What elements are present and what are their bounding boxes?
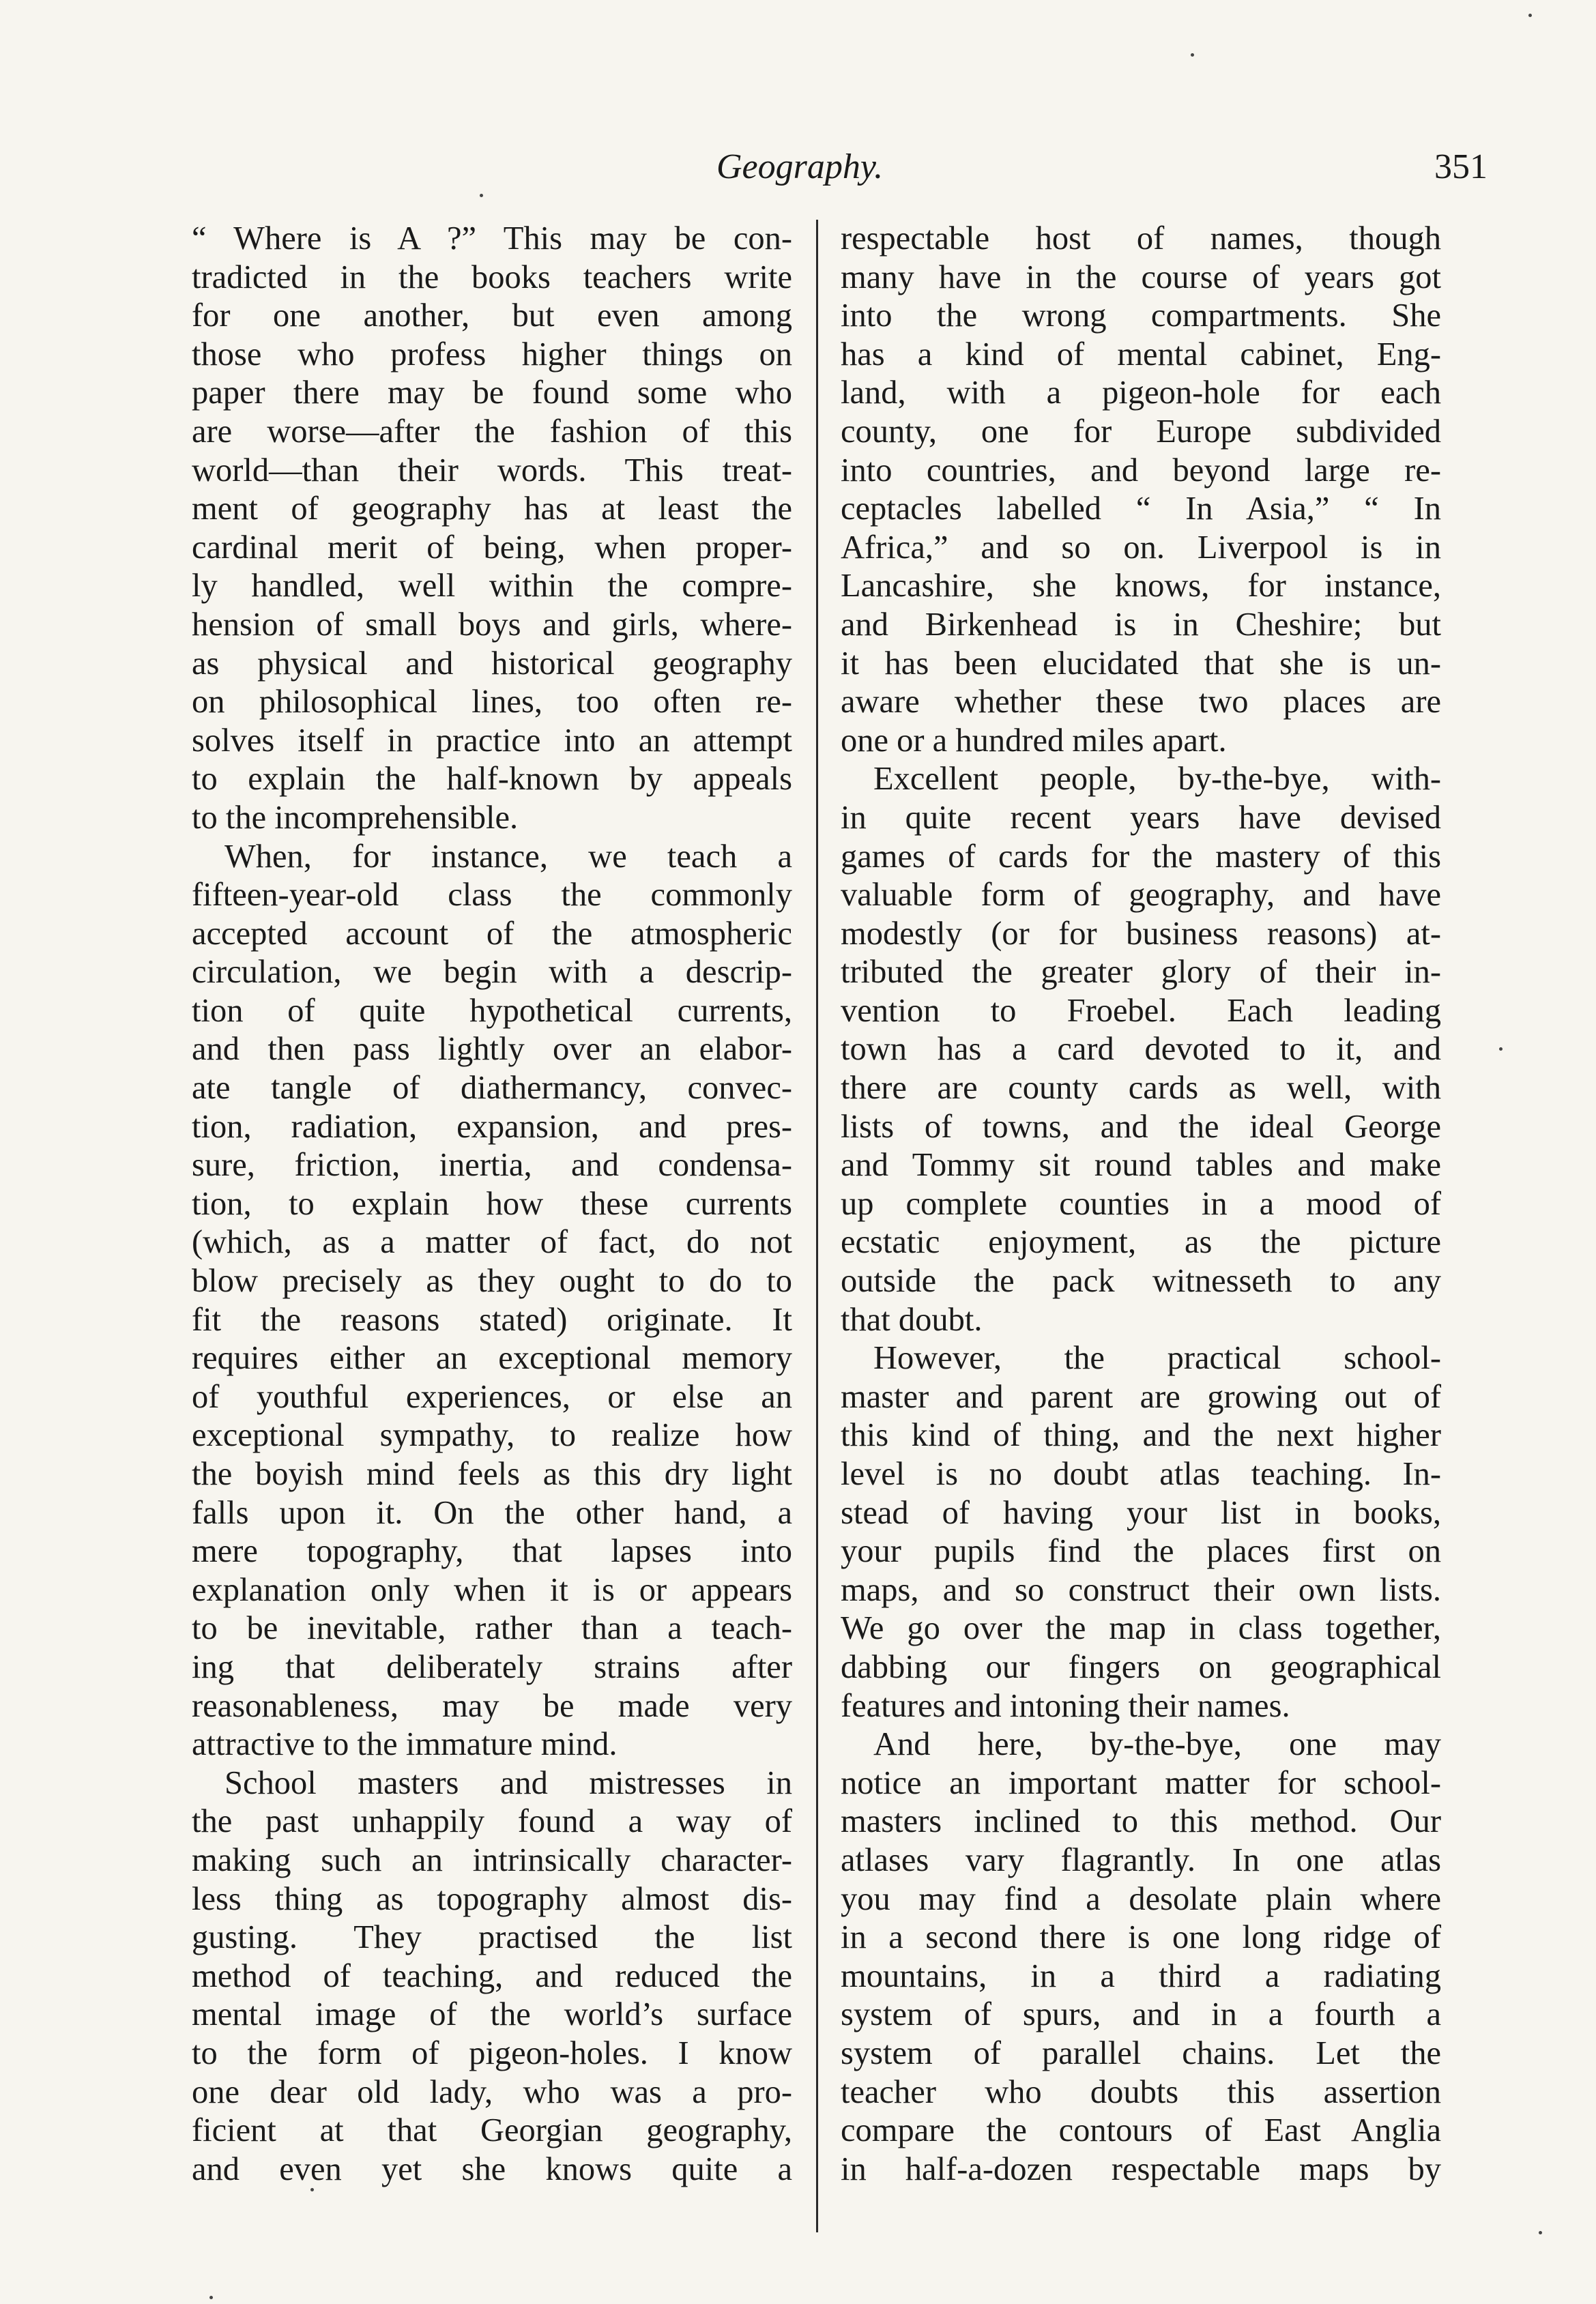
text-line: the past unhappily found a way of <box>192 1803 792 1840</box>
text-line: vention to Froebel. Each leading <box>841 992 1441 1029</box>
text-line: compare the contours of East Anglia <box>841 2112 1441 2149</box>
text-line: modestly (or for business reasons) at- <box>841 915 1441 952</box>
text-line: and then pass lightly over an elabor- <box>192 1031 792 1068</box>
text-line: less thing as topography almost dis- <box>192 1880 792 1917</box>
column-divider <box>816 220 818 2232</box>
text-line: teacher who doubts this assertion <box>841 2073 1441 2110</box>
text-line: has a kind of mental cabinet, Eng- <box>841 336 1441 373</box>
text-line: paper there may be found some who <box>192 375 792 411</box>
text-line: there are county cards as well, with <box>841 1070 1441 1107</box>
text-line: We go over the map in class together, <box>841 1610 1441 1647</box>
text-line: ate tangle of diathermancy, convec- <box>192 1070 792 1107</box>
text-line: Excellent people, by-the-bye, with- <box>873 761 1441 798</box>
text-line: masters inclined to this method. Our <box>841 1803 1441 1840</box>
text-line: ficient at that Georgian geography, <box>192 2112 792 2149</box>
text-line: in a second there is one long ridge of <box>841 1919 1441 1956</box>
text-line: you may find a desolate plain where <box>841 1880 1441 1917</box>
text-line: land, with a pigeon-hole for each <box>841 375 1441 411</box>
text-line: ceptacles labelled “ In Asia,” “ In <box>841 491 1441 527</box>
text-line: hension of small boys and girls, where- <box>192 606 792 643</box>
text-line: to the form of pigeon-holes. I know <box>192 2035 792 2071</box>
left-column <box>192 220 792 2189</box>
print-speck <box>480 194 483 197</box>
right-column <box>841 220 1441 2189</box>
text-line: atlases vary flagrantly. In one atlas <box>841 1841 1441 1878</box>
text-line: ing that deliberately strains after <box>192 1648 792 1685</box>
text-line: town has a card devoted to it, and <box>841 1031 1441 1068</box>
text-line: attractive to the immature mind. <box>192 1726 618 1763</box>
text-line: to explain the half-known by appeals <box>192 761 792 798</box>
text-line: to be inevitable, rather than a teach- <box>192 1610 792 1647</box>
text-line: mental image of the world’s surface <box>192 1996 792 2033</box>
text-line: level is no doubt atlas teaching. In- <box>841 1456 1441 1492</box>
text-line: method of teaching, and reduced the <box>192 1957 792 1994</box>
text-line: fit the reasons stated) originate. It <box>192 1301 792 1338</box>
text-line: falls upon it. On the other hand, a <box>192 1494 792 1531</box>
text-line: to the incomprehensible. <box>192 799 519 836</box>
text-line: that doubt. <box>841 1301 983 1338</box>
text-line: are worse—after the fashion of this <box>192 413 792 450</box>
text-line: aware whether these two places are <box>841 684 1441 720</box>
text-line: School masters and mistresses in <box>224 1764 792 1801</box>
text-line: for one another, but even among <box>192 297 792 334</box>
text-line: notice an important matter for school- <box>841 1764 1441 1801</box>
text-line: it has been elucidated that she is un- <box>841 645 1441 682</box>
text-line: accepted account of the atmospheric <box>192 915 792 952</box>
text-line: master and parent are growing out of <box>841 1378 1441 1415</box>
text-line: and Birkenhead is in Cheshire; but <box>841 606 1441 643</box>
text-line: sure, friction, inertia, and condensa- <box>192 1147 792 1184</box>
text-line: stead of having your list in books, <box>841 1494 1441 1531</box>
text-line: ly handled, well within the compre- <box>192 568 792 604</box>
text-line: circulation, we begin with a descrip- <box>192 954 792 991</box>
text-line: your pupils find the places first on <box>841 1533 1441 1570</box>
text-line: system of parallel chains. Let the <box>841 2035 1441 2071</box>
text-line: making such an intrinsically character- <box>192 1841 792 1878</box>
text-line: valuable form of geography, and have <box>841 877 1441 914</box>
text-line: ecstatic enjoyment, as the picture <box>841 1224 1441 1261</box>
text-line: tributed the greater glory of their in- <box>841 954 1441 991</box>
text-line: tion, radiation, expansion, and pres- <box>192 1108 792 1145</box>
text-line: “ Where is A ?” This may be con- <box>192 220 792 257</box>
text-line: maps, and so construct their own lists. <box>841 1571 1441 1608</box>
text-line: (which, as a matter of fact, do not <box>192 1224 792 1261</box>
text-line: reasonableness, may be made very <box>192 1687 792 1724</box>
print-speck <box>1539 2231 1542 2234</box>
text-line: the boyish mind feels as this dry light <box>192 1456 792 1492</box>
text-line: exceptional sympathy, to realize how <box>192 1417 792 1454</box>
text-line: requires either an exceptional memory <box>192 1340 792 1377</box>
text-line: many have in the course of years got <box>841 259 1441 295</box>
text-line: county, one for Europe subdivided <box>841 413 1441 450</box>
print-speck <box>209 2296 213 2299</box>
text-line: in quite recent years have devised <box>841 799 1441 836</box>
print-speck <box>1499 1047 1503 1051</box>
text-line: and Tommy sit round tables and make <box>841 1147 1441 1184</box>
text-line: as physical and historical geography <box>192 645 792 682</box>
text-line: and even yet she knows quite a <box>192 2150 792 2187</box>
text-line: one dear old lady, who was a pro- <box>192 2073 792 2110</box>
text-line: Lancashire, she knows, for instance, <box>841 568 1441 604</box>
text-line: fifteen-year-old class the commonly <box>192 877 792 914</box>
text-line: those who profess higher things on <box>192 336 792 373</box>
text-line: cardinal merit of being, when proper- <box>192 529 792 566</box>
text-line: However, the practical school- <box>873 1340 1441 1377</box>
text-line: up complete counties in a mood of <box>841 1185 1441 1222</box>
text-line: on philosophical lines, too often re- <box>192 684 792 720</box>
page-number: 351 <box>1434 147 1488 186</box>
text-line: this kind of thing, and the next higher <box>841 1417 1441 1454</box>
text-line: world—than their words. This treat- <box>192 452 792 488</box>
text-line: solves itself in practice into an attempt <box>192 722 792 759</box>
text-line: explanation only when it is or appears <box>192 1571 792 1608</box>
text-line: system of spurs, and in a fourth a <box>841 1996 1441 2033</box>
text-line: tion of quite hypothetical currents, <box>192 992 792 1029</box>
text-line: features and intoning their names. <box>841 1687 1290 1724</box>
text-line: respectable host of names, though <box>841 220 1441 257</box>
print-speck <box>310 2188 314 2191</box>
text-line: lists of towns, and the ideal George <box>841 1108 1441 1145</box>
text-line: When, for instance, we teach a <box>224 838 792 875</box>
text-line: games of cards for the mastery of this <box>841 838 1441 875</box>
text-line: mere topography, that lapses into <box>192 1533 792 1570</box>
text-line: ment of geography has at least the <box>192 491 792 527</box>
text-line: tradicted in the books teachers write <box>192 259 792 295</box>
print-speck <box>1528 14 1532 17</box>
text-line: mountains, in a third a radiating <box>841 1957 1441 1994</box>
page-header <box>716 147 1488 201</box>
text-line: gusting. They practised the list <box>192 1919 792 1956</box>
text-line: Africa,” and so on. Liverpool is in <box>841 529 1441 566</box>
print-speck <box>1191 53 1194 57</box>
text-line: one or a hundred miles apart. <box>841 722 1227 759</box>
text-line: blow precisely as they ought to do to <box>192 1263 792 1300</box>
text-line: dabbing our fingers on geographical <box>841 1648 1441 1685</box>
text-line: into countries, and beyond large re- <box>841 452 1441 488</box>
text-line: of youthful experiences, or else an <box>192 1378 792 1415</box>
text-line: in half-a-dozen respectable maps by <box>841 2150 1441 2187</box>
text-line: tion, to explain how these currents <box>192 1185 792 1222</box>
running-title: Geography. <box>716 147 884 186</box>
text-line: outside the pack witnesseth to any <box>841 1263 1441 1300</box>
text-line: into the wrong compartments. She <box>841 297 1441 334</box>
text-line: And here, by-the-bye, one may <box>873 1726 1441 1763</box>
